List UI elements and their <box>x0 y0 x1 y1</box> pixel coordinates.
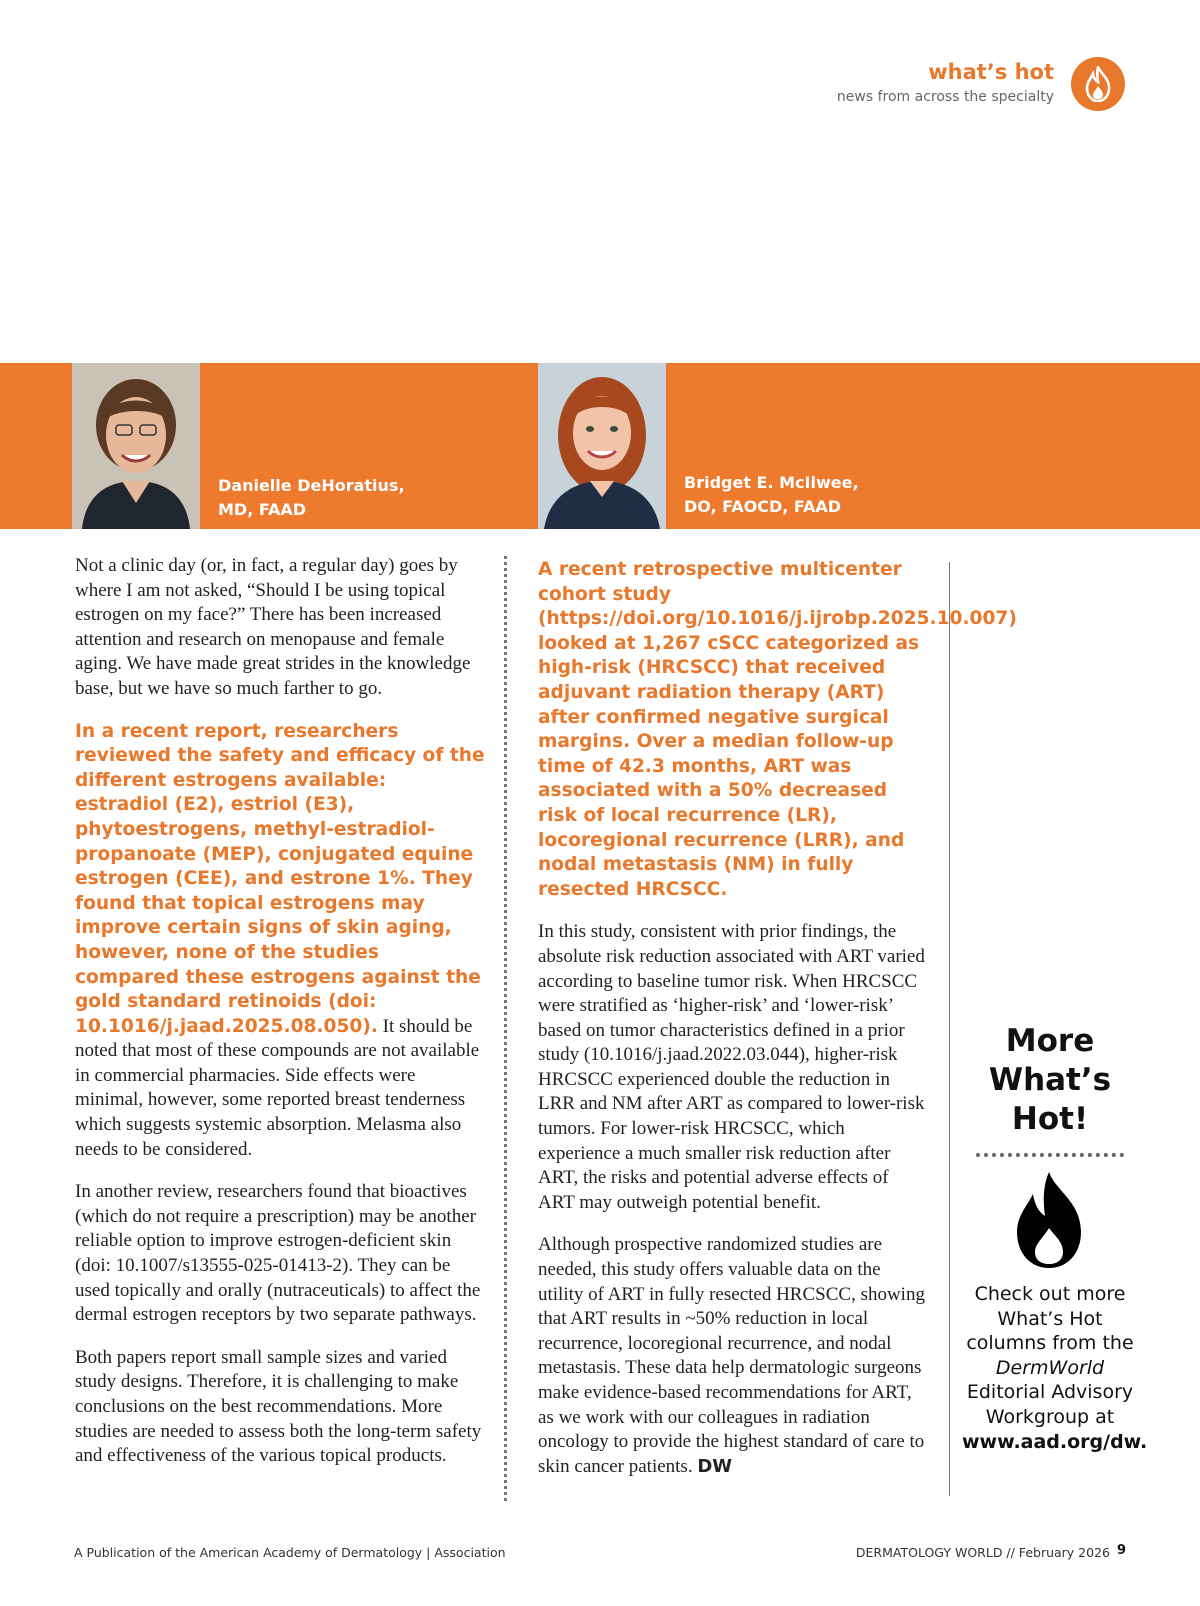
sidebar-text-part: Check out more What’s Hot columns from the <box>966 1283 1134 1355</box>
paragraph-text: Although prospective randomized studies are needed, this study offers valuable data on the utility of ART in fully resected HRCSCC, showing that ART results in ~50% reduction in local recurrence, locoregional recurrence, and nodal metastasis. These data help dermatologic surgeons make evidence-based recommendations for ART, as we work with our colleagues in radiation oncology to provide the highest standard of care to skin cancer patients. <box>538 1234 925 1477</box>
page-number: 9 <box>1117 1543 1127 1558</box>
sidebar-text <box>962 1282 1148 1454</box>
author-credentials: MD, FAAD <box>218 500 306 519</box>
flame-icon <box>1071 57 1125 111</box>
sidebar-url-link[interactable]: www.aad.org/dw. <box>962 1430 1148 1453</box>
paragraph <box>538 1233 928 1479</box>
paragraph-text: It should be noted that most of these compounds are not available in commercial pharmacies. Side effects were minimal, however, some reported breast tenderness which suggests systemic absorption. Melasma also needs to be considered. <box>75 1015 480 1160</box>
section-subtitle: news from across the specialty <box>836 89 1054 105</box>
sidebar-title <box>960 1022 1140 1139</box>
sidebar-title-line: More <box>1005 1023 1095 1059</box>
author-name-2 <box>684 471 859 519</box>
paragraph: Not a clinic day (or, in fact, a regular day) goes by where I am not asked, “Should I be using topical estrogen on my face?” There has been increased attention and research on menopause and female aging. We have made great strides in the knowledge base, but we have so much farther to go. <box>75 555 471 699</box>
column-divider <box>504 556 507 1501</box>
footer-publication: A Publication of the American Academy of Dermatology | Association <box>74 1545 506 1560</box>
left-column <box>75 554 485 1487</box>
sidebar-title-line: What’s <box>988 1062 1112 1098</box>
section-title: what’s hot <box>928 60 1054 84</box>
paragraph <box>75 720 485 1163</box>
middle-column <box>538 558 1017 1497</box>
paragraph: In this study, consistent with prior findings, the absolute risk reduction associated with ART varied according to baseline tumor risk. When HRCSCC were stratified as ‘higher-risk’ and ‘lower-risk’ based on tumor characteristics defined in a prior study (10.1016/j.jaad.2022.03.044), higher-risk HRCSCC experienced double the reduction in LRR and NM after ART as compared to lower-risk tumors. For lower-risk HRCSCC, which experience a much smaller risk reduction after ART, the risks and potential adverse effects of ART may outweigh potential benefit. <box>538 921 925 1213</box>
end-mark: DW <box>697 1455 733 1477</box>
footer-issue: DERMATOLOGY WORLD // February 2026 <box>855 1545 1110 1560</box>
author-photo-1 <box>72 363 200 529</box>
publication-name: DermWorld <box>995 1356 1105 1379</box>
flame-icon <box>1011 1170 1087 1275</box>
author-name-line: Danielle DeHoratius, <box>218 476 405 495</box>
highlight-paragraph: A recent retrospective multicenter cohort study (https://doi.org/10.1016/j.ijrobp.2025.10.007) looked at 1,267 cSCC categorized as high-risk (HRCSCC) that received adjuvant radiation therapy (ART) after confirmed negative surgical margins. Over a median follow-up time of 42.3 months, ART was associated with a 50% decreased risk of local recurrence (LR), locoregional recurrence (LRR), and nodal metastasis (NM) in fully resected HRCSCC. <box>538 559 1017 900</box>
author-credentials: DO, FAOCD, FAAD <box>684 497 842 516</box>
author-name-1 <box>218 474 405 522</box>
paragraph: In another review, researchers found that bioactives (which do not require a prescription) may be another reliable option to improve estrogen-deficient skin (doi: 10.1007/s13555-025-01413-2). They can be used topically and orally (nutraceuticals) to affect the dermal estrogen receptors by two separate pathways. <box>75 1181 481 1326</box>
sidebar-title-line: Hot! <box>1011 1101 1089 1137</box>
author-photo-2 <box>538 363 666 529</box>
author-name-line: Bridget E. McIlwee, <box>684 473 859 492</box>
highlight-text: In a recent report, researchers reviewed the safety and efficacy of the different estrogens available: estradiol (E2), estriol (E3), phytoestrogens, methyl-estradiol-propanoate (MEP), conjugated equine estrogen (CEE), and estrone 1%. They found that topical estrogens may improve certain signs of skin aging, however, none of the studies compared these estrogens against the gold standard retinoids (doi: 10.1016/j.jaad.2025.08.050). <box>75 720 485 1037</box>
paragraph: Both papers report small sample sizes and varied study designs. Therefore, it is challenging to make conclusions on the best recommendations. More studies are needed to assess both the long-term safety and effectiveness of the various topical products. <box>75 1346 482 1467</box>
sidebar-divider <box>949 562 950 1496</box>
sidebar-dotted-rule <box>976 1153 1124 1157</box>
sidebar-text-part: Editorial Advisory Workgroup at <box>966 1381 1134 1428</box>
